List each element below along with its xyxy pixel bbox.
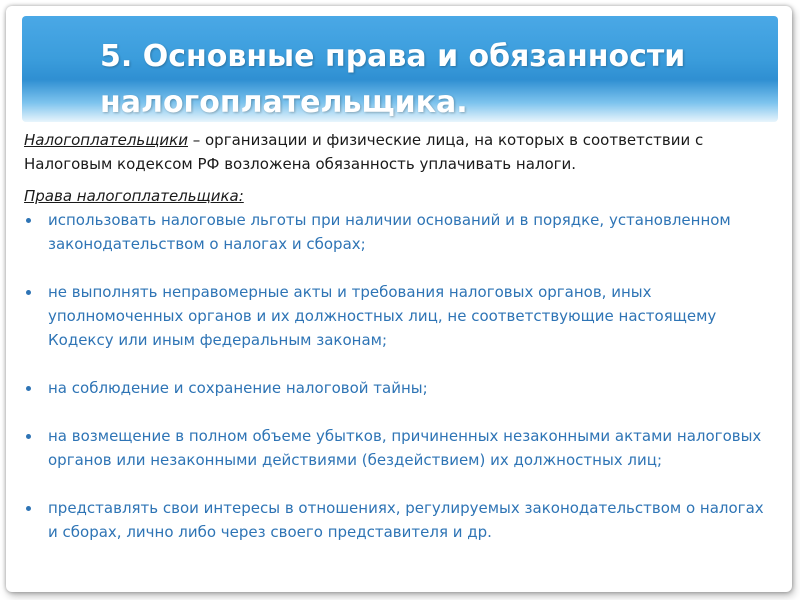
list-item xyxy=(24,208,772,256)
definition-text: – организации и физические лица, на которых в соответствии с Налоговым кодексом РФ возложена обязанность уплачивать налоги. xyxy=(24,131,704,173)
bullet-icon xyxy=(26,506,31,511)
list-item xyxy=(24,424,772,472)
list-item-text: на соблюдение и сохранение налоговой тайны; xyxy=(48,379,428,397)
list-item xyxy=(24,376,772,400)
list-item-text: использовать налоговые льготы при наличии оснований и в порядке, установленном законодательством о налогах и сборах; xyxy=(48,211,731,253)
slide-content xyxy=(24,128,772,544)
bullet-icon xyxy=(26,386,31,391)
rights-heading: Права налогоплательщика: xyxy=(24,187,244,205)
list-item-text: представлять свои интересы в отношениях, регулируемых законодательством о налогах и сборах, лично либо через своего представителя и др. xyxy=(48,499,764,541)
title-banner xyxy=(22,16,778,122)
bullet-icon xyxy=(26,434,31,439)
list-item-text: не выполнять неправомерные акты и требования налоговых органов, иных уполномоченных органов и их должностных лиц, не соответствующие настоящему Кодексу или иным федеральным законам; xyxy=(48,283,717,349)
list-item xyxy=(24,280,772,352)
bullet-icon xyxy=(26,290,31,295)
definition-term: Налогоплательщики xyxy=(24,131,188,149)
definition-paragraph xyxy=(24,128,772,176)
list-item xyxy=(24,496,772,544)
list-item-text: на возмещение в полном объеме убытков, причиненных незаконными актами налоговых органов или незаконными действиями (бездействием) их должностных лиц; xyxy=(48,427,762,469)
bullet-icon xyxy=(26,218,31,223)
slide-title: 5. Основные права и обязанности налогоплательщика. xyxy=(100,39,686,120)
rights-list xyxy=(24,208,772,544)
